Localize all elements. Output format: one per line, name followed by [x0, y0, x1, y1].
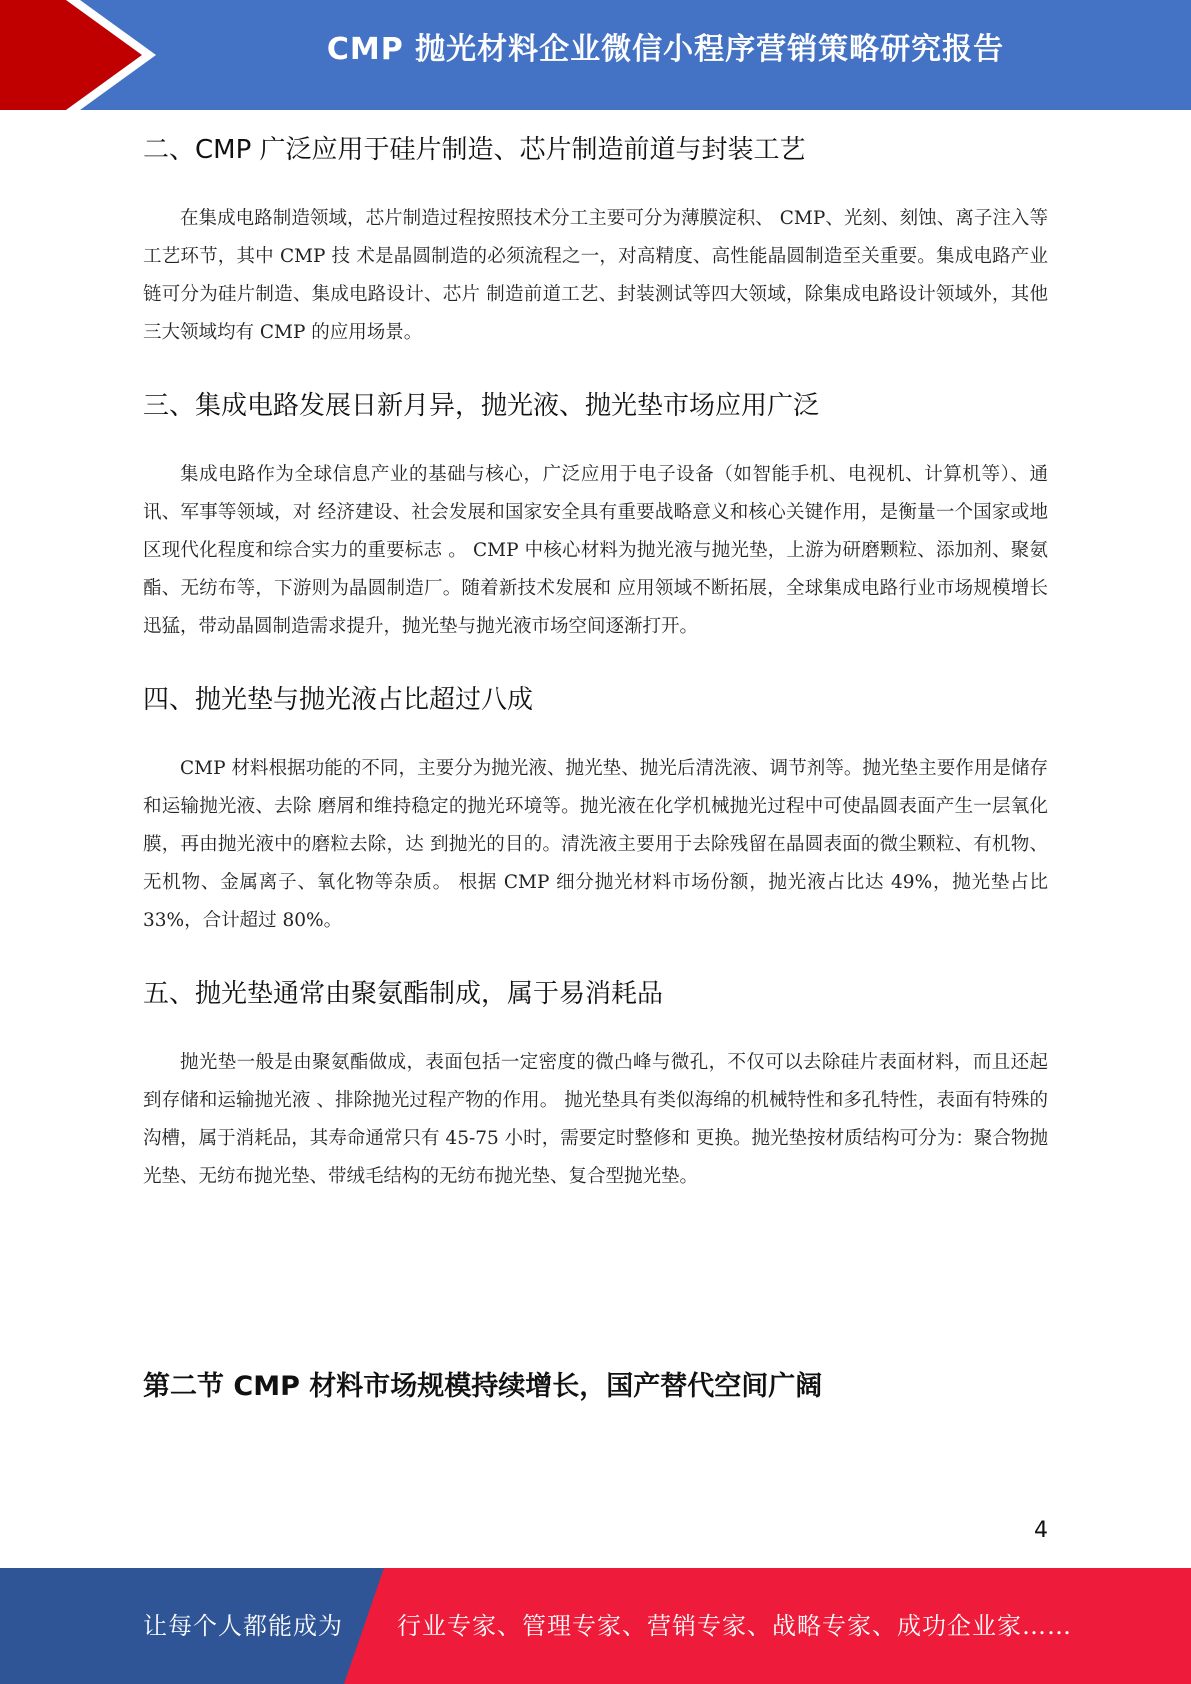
- footer-slogan-right: 行业专家、管理专家、营销专家、战略专家、成功企业家……: [397, 1612, 1072, 1640]
- header-arrow-decoration: [0, 0, 160, 110]
- section-heading: 五、抛光垫通常由聚氨酯制成，属于易消耗品: [143, 979, 664, 1009]
- chapter-heading: 第二节 CMP 材料市场规模持续增长，国产替代空间广阔: [143, 1371, 823, 1402]
- section-paragraph: 在集成电路制造领域，芯片制造过程按照技术分工主要可分为薄膜淀积、 CMP、光刻、刻蚀、离子注入等工艺环节，其中 CMP 技 术是晶圆制造的必须流程之一，对高精度、高性能晶圆制造至关重要。集成电路产业链可分为硅片制造、集成电路设计、芯片 制造前道工艺、封装测试等四大领域，除集成电路设计领域外，其他三大领域均有 CMP 的应用场景。: [143, 208, 1048, 343]
- footer-slogan-left: 让每个人都能成为: [143, 1612, 343, 1640]
- report-title: CMP 抛光材料企业微信小程序营销策略研究报告: [326, 32, 1005, 67]
- section-paragraph: 集成电路作为全球信息产业的基础与核心，广泛应用于电子设备（如智能手机、电视机、计算机等）、通讯、军事等领域，对 经济建设、社会发展和国家安全具有重要战略意义和核心关键作用，是衡量一个国家或地区现代化程度和综合实力的重要标志 。 CMP 中核心材料为抛光液与抛光垫，上游为研磨颗粒、添加剂、聚氨酯、无纺布等，下游则为晶圆制造厂。随着新技术发展和 应用领域不断拓展，全球集成电路行业市场规模增长迅猛，带动晶圆制造需求提升，抛光垫与抛光液市场空间逐渐打开。: [143, 464, 1048, 637]
- page-number: 4: [1034, 1518, 1048, 1543]
- section-paragraph: 抛光垫一般是由聚氨酯做成，表面包括一定密度的微凸峰与微孔，不仅可以去除硅片表面材料，而且还起到存储和运输抛光液 、排除抛光过程产物的作用。 抛光垫具有类似海绵的机械特性和多孔特性，表面有特殊的沟槽，属于消耗品，其寿命通常只有 45-75 小时，需要定时整修和 更换。抛光垫按材质结构可分为：聚合物抛光垫、无纺布抛光垫、带绒毛结构的无纺布抛光垫、复合型抛光垫。: [143, 1052, 1048, 1187]
- section-heading: 三、集成电路发展日新月异，抛光液、抛光垫市场应用广泛: [143, 391, 820, 421]
- section-paragraph: CMP 材料根据功能的不同，主要分为抛光液、抛光垫、抛光后清洗液、调节剂等。抛光垫主要作用是储存和运输抛光液、去除 磨屑和维持稳定的抛光环境等。抛光液在化学机械抛光过程中可使晶圆表面产生一层氧化膜，再由抛光液中的磨粒去除，达 到抛光的目的。清洗液主要用于去除残留在晶圆表面的微尘颗粒、有机物、无机物、金属离子、氧化物等杂质。 根据 CMP 细分抛光材料市场份额，抛光液占比达 49%，抛光垫占比 33%，合计超过 80%。: [143, 758, 1048, 931]
- footer-banner: [0, 1568, 1191, 1684]
- section-heading: 四、抛光垫与抛光液占比超过八成: [143, 685, 534, 715]
- section-3: [143, 376, 1048, 646]
- section-2: [143, 120, 1048, 352]
- main-content: [143, 120, 1048, 1220]
- section-heading: 二、CMP 广泛应用于硅片制造、芯片制造前道与封装工艺: [143, 135, 806, 165]
- header-banner: [0, 0, 1191, 110]
- section-4: [143, 670, 1048, 940]
- section-5: [143, 964, 1048, 1196]
